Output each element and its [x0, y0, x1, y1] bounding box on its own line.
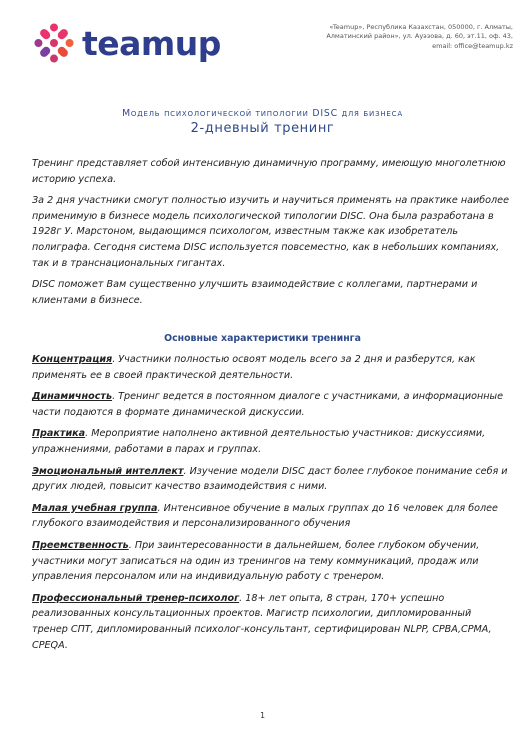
intro-section	[32, 156, 510, 314]
feature-text: . Изучение модели DISC даст более глубокое понимание себя и других людей, повысит качество взаимодействия с ними.	[32, 465, 508, 493]
feature-item	[32, 501, 510, 532]
feature-term: Профессиональный тренер-психолог	[32, 592, 240, 604]
address-line: Алматинский район», ул. Ауэзова, д. 60, эт.11, оф. 43,	[326, 32, 513, 41]
feature-item	[32, 591, 510, 653]
feature-text: . 18+ лет опыта, 8 стран, 170+ успешно реализованных консультационных проектов. Магистр психологии, дипломированный тренер СПТ, дипломированный психолог-консультант, сертифицирован NLPP, CPBA,CPMA, CPEQA.	[32, 592, 492, 651]
section-heading: Основные характеристики тренинга	[164, 333, 361, 344]
teamup-logo-icon	[33, 22, 75, 64]
feature-item	[32, 352, 510, 383]
feature-item	[32, 426, 510, 457]
feature-text: . При заинтересованности в дальнейшем, более глубоком обучении, участники могут записаться на один из тренингов на тему коммуникаций, продаж или управления персоналом или на индивидуальную работу с тренером.	[32, 539, 480, 583]
company-address	[313, 23, 513, 51]
intro-paragraph: DISC поможет Вам существенно улучшить взаимодействие с коллегами, партнерами и клиентами в бизнесе.	[32, 279, 478, 306]
page-number: 1	[259, 711, 266, 720]
feature-text: . Тренинг ведется в постоянном диалоге с участниками, а информационные части подаются в формате динамической дискуссии.	[32, 391, 503, 418]
feature-item	[32, 389, 510, 420]
company-logo	[33, 22, 221, 64]
address-line: «Teamup», Республика Казахстан, 050000, г. Алматы,	[329, 23, 513, 31]
title-line-2: 2-дневный тренинг	[190, 121, 335, 136]
logo-wordmark: teamup	[82, 23, 221, 63]
feature-text: . Мероприятие наполнено активной деятельностью участников: дискуссиями, упражнениями, работами в парах и группах.	[32, 428, 486, 455]
feature-item	[32, 538, 510, 585]
feature-term: Малая учебная группа	[32, 502, 158, 514]
title-line-1: Модель психологической типологии DISC для бизнеса	[122, 108, 403, 119]
document-title	[0, 108, 525, 136]
features-list	[32, 352, 510, 659]
feature-term: Преемственность	[32, 539, 129, 551]
letterhead	[0, 0, 525, 80]
feature-term: Динамичность	[32, 391, 113, 403]
feature-text: . Интенсивное обучение в малых группах до 16 человек для более глубокого взаимодействия и персонализированного обучения	[32, 502, 498, 530]
feature-text: . Участники полностью освоят модель всего за 2 дня и разберутся, как применять ее в своей практической деятельности.	[32, 354, 476, 381]
feature-item	[32, 464, 510, 495]
feature-term: Эмоциональный интеллект	[32, 465, 184, 477]
feature-term: Практика	[32, 428, 86, 440]
address-email[interactable]: email: office@teamup.kz	[432, 41, 513, 50]
intro-paragraph: За 2 дня участники смогут полностью изучить и научиться применять на практике наиболее применимую в бизнесе модель психологической типологии DISC. Она была разработана в 1928г У. Марстоном, выдающимся психологом, известным также как изобретатель полиграфа. Сегодня система DISC используется повсеместно, как в небольших компаниях, так и в транснациональных гигантах.	[32, 195, 509, 269]
feature-term: Концентрация	[32, 354, 113, 365]
intro-paragraph: Тренинг представляет собой интенсивную динамичную программу, имеющую многолетнюю историю успеха.	[32, 158, 506, 185]
